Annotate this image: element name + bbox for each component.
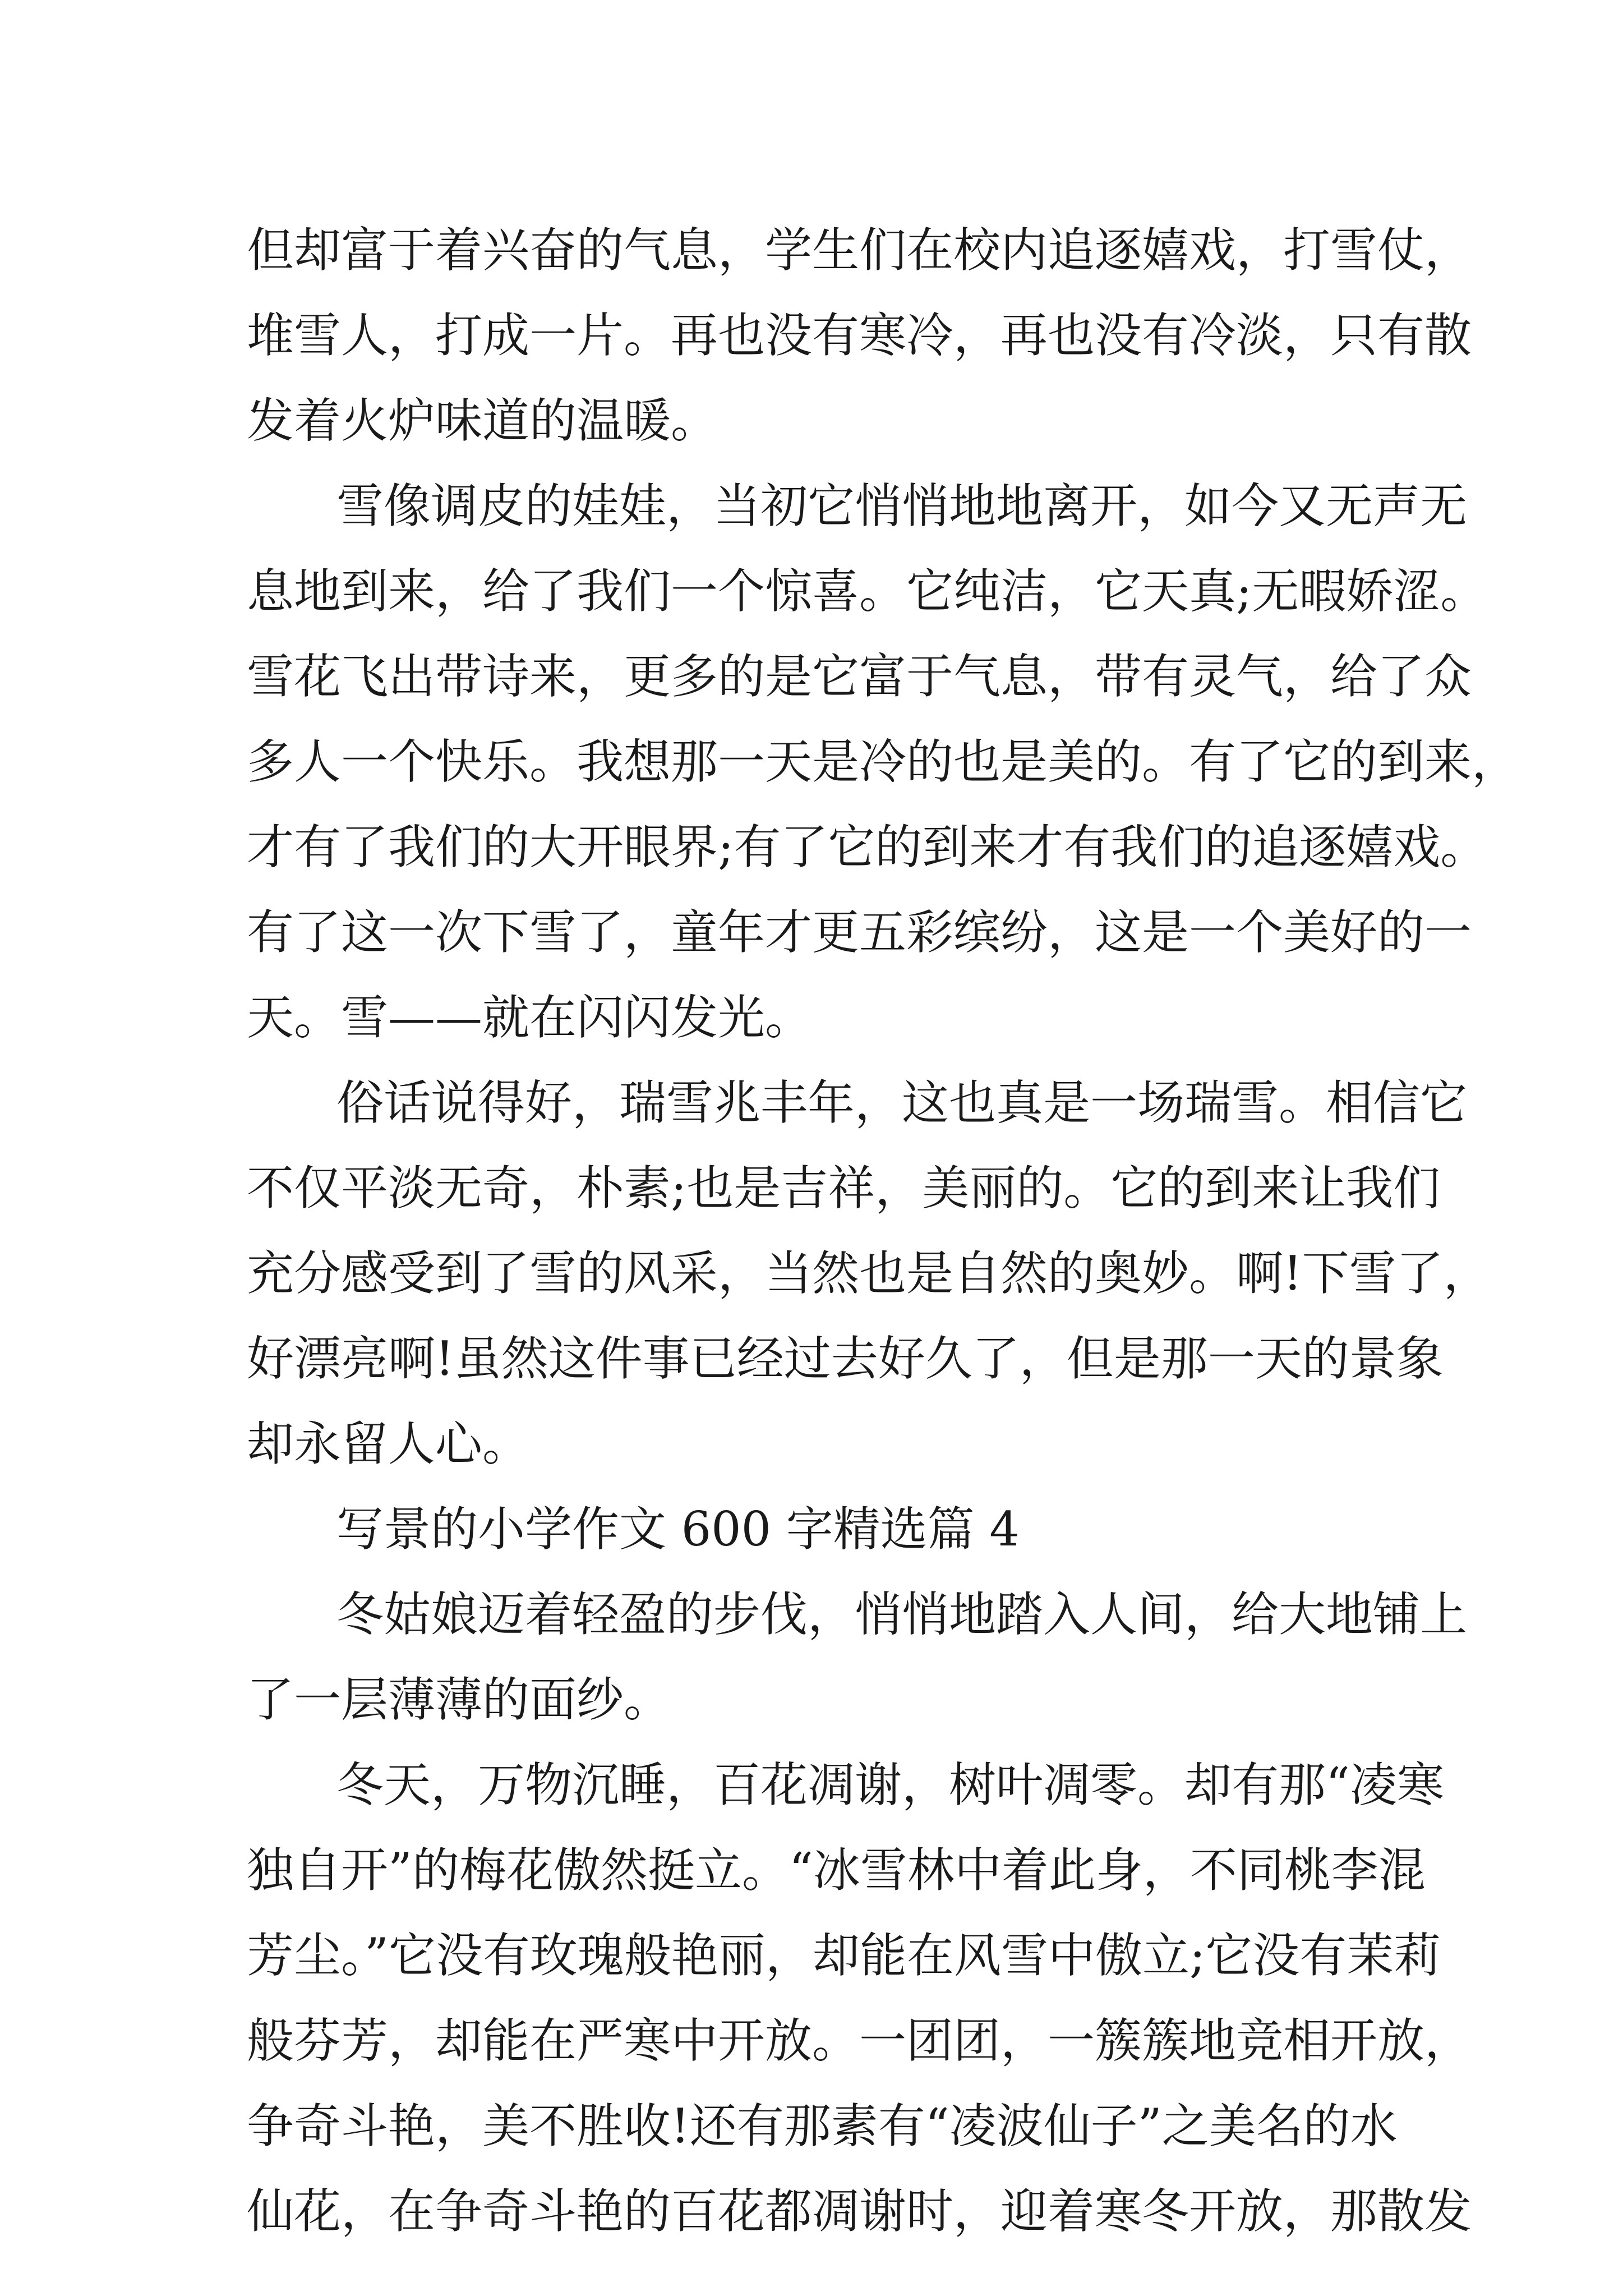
text-line: 不仅平淡无奇，朴素;也是吉祥，美丽的。它的到来让我们 — [247, 1161, 1441, 1216]
section-heading: 写景的小学作文 600 字精选篇 4 — [336, 1502, 1020, 1557]
text-line: 却永留人心。 — [247, 1416, 530, 1471]
text-line: 好漂亮啊!虽然这件事已经过去好久了，但是那一天的景象 — [247, 1331, 1444, 1386]
text-line: 但却富于着兴奋的气息，学生们在校内追逐嬉戏，打雪仗， — [247, 223, 1472, 278]
text-line: 冬姑娘迈着轻盈的步伐，悄悄地踏入人间，给大地铺上 — [336, 1587, 1468, 1642]
text-line: 仙花，在争奇斗艳的百花都凋谢时，迎着寒冬开放，那散发 — [247, 2184, 1472, 2239]
text-line: 雪花飞出带诗来，更多的是它富于气息，带有灵气，给了众 — [247, 649, 1472, 704]
text-line: 天。雪——就在闪闪发光。 — [247, 990, 813, 1045]
text-line: 多人一个快乐。我想那一天是冷的也是美的。有了它的到来， — [247, 734, 1519, 789]
text-line: 般芬芳，却能在严寒中开放。一团团，一簇簇地竞相开放， — [247, 2013, 1472, 2068]
text-line: 堆雪人，打成一片。再也没有寒冷，再也没有冷淡，只有散 — [247, 308, 1472, 363]
text-line: 俗话说得好，瑞雪兆丰年，这也真是一场瑞雪。相信它 — [336, 1075, 1468, 1130]
text-line: 了一层薄薄的面纱。 — [247, 1672, 671, 1727]
text-line: 才有了我们的大开眼界;有了它的到来才有我们的追逐嬉戏。 — [247, 820, 1488, 875]
text-line: 充分感受到了雪的风采，当然也是自然的奥妙。啊!下雪了， — [247, 1246, 1491, 1301]
text-line: 芳尘。”它没有玫瑰般艳丽，却能在风雪中傲立;它没有茉莉 — [247, 1928, 1441, 1983]
text-line: 有了这一次下雪了，童年才更五彩缤纷，这是一个美好的一 — [247, 905, 1472, 960]
text-line: 冬天，万物沉睡，百花凋谢，树叶凋零。却有那“凌寒 — [336, 1757, 1444, 1812]
text-line: 独自开”的梅花傲然挺立。“冰雪林中着此身，不同桃李混 — [247, 1843, 1426, 1898]
text-line: 息地到来，给了我们一个惊喜。它纯洁，它天真;无暇娇涩。 — [247, 564, 1488, 619]
text-line: 争奇斗艳，美不胜收!还有那素有“凌波仙子”之美名的水 — [247, 2099, 1398, 2154]
text-line: 发着火炉味道的温暖。 — [247, 393, 718, 448]
text-line: 雪像调皮的娃娃，当初它悄悄地地离开，如今又无声无 — [336, 478, 1468, 533]
